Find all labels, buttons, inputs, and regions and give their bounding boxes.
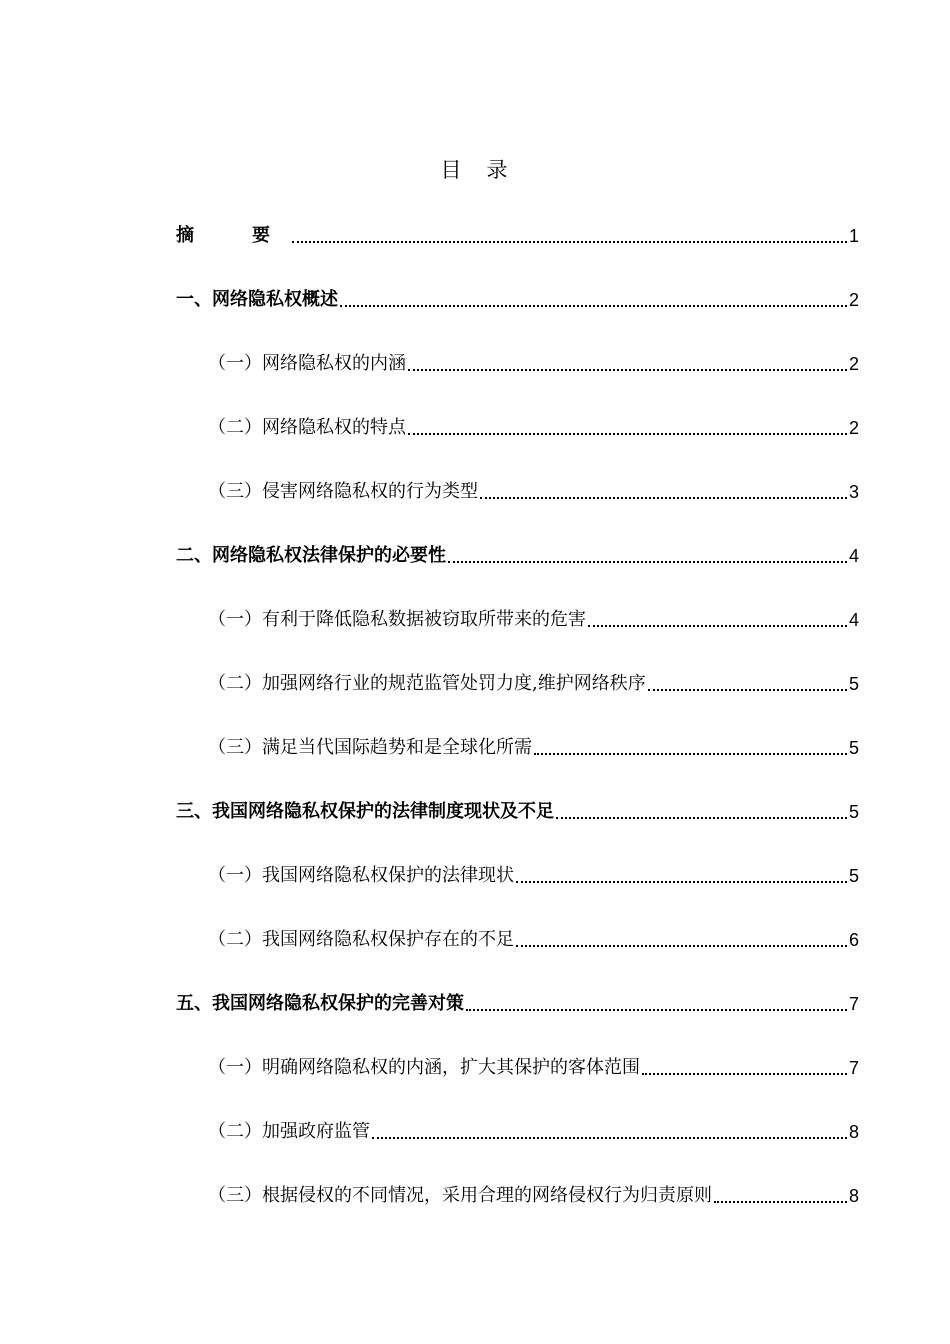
toc-entry-label: 二、网络隐私权法律保护的必要性	[176, 545, 446, 566]
toc-entry[interactable]	[208, 670, 859, 698]
toc-entry-label: 一、网络隐私权概述	[176, 289, 338, 310]
toc-page-number: 6	[848, 930, 859, 950]
toc-entry[interactable]	[208, 350, 859, 378]
toc-page-number: 4	[848, 546, 859, 566]
toc-dot-leader	[516, 880, 847, 883]
toc-entry[interactable]	[208, 414, 859, 442]
toc-page-number: 8	[848, 1186, 859, 1206]
toc-dot-leader	[534, 752, 847, 755]
toc-entry[interactable]	[176, 990, 859, 1018]
toc-page-number: 5	[848, 866, 859, 886]
toc-page-number: 2	[848, 290, 859, 310]
toc-entry-label: 摘 要	[176, 225, 290, 246]
toc-entry-label: （一）有利于降低隐私数据被窃取所带来的危害	[208, 609, 586, 630]
toc-entry-label: （三）满足当代国际趋势和是全球化所需	[208, 737, 532, 758]
toc-entry-label: （三）根据侵权的不同情况，采用合理的网络侵权行为归责原则	[208, 1185, 712, 1206]
toc-page-number: 4	[848, 610, 859, 630]
toc-entry[interactable]	[176, 222, 859, 250]
toc-entry[interactable]	[208, 862, 859, 890]
toc-entry-label: 三、我国网络隐私权保护的法律制度现状及不足	[176, 801, 554, 822]
toc-entry[interactable]	[208, 1118, 859, 1146]
toc-entry[interactable]	[208, 1182, 859, 1210]
toc-dot-leader	[588, 624, 847, 627]
toc-page-number: 2	[848, 354, 859, 374]
toc-page-number: 8	[848, 1122, 859, 1142]
toc-dot-leader	[480, 496, 847, 499]
toc-entry[interactable]	[176, 286, 859, 314]
toc-dot-leader	[408, 432, 847, 435]
toc-page-number: 7	[848, 994, 859, 1014]
toc-dot-leader	[714, 1200, 847, 1203]
toc-page-number: 2	[848, 418, 859, 438]
toc-entry-label: （二）我国网络隐私权保护存在的不足	[208, 929, 514, 950]
toc-page-number: 3	[848, 482, 859, 502]
toc-entry[interactable]	[176, 798, 859, 826]
toc-dot-leader	[516, 944, 847, 947]
toc-dot-leader	[642, 1072, 847, 1075]
toc-entry-label: 五、我国网络隐私权保护的完善对策	[176, 993, 464, 1014]
toc-page-number: 5	[848, 674, 859, 694]
toc-dot-leader	[648, 688, 847, 691]
toc-page-number: 7	[848, 1058, 859, 1078]
toc-dot-leader	[408, 368, 847, 371]
toc-page-number: 5	[848, 738, 859, 758]
toc-entry[interactable]	[208, 606, 859, 634]
toc-entry[interactable]	[176, 542, 859, 570]
toc-dot-leader	[556, 816, 847, 819]
toc-entry-label: （一）明确网络隐私权的内涵，扩大其保护的客体范围	[208, 1057, 640, 1078]
toc-entry-label: （二）加强政府监管	[208, 1121, 370, 1142]
toc-entry-label: （一）我国网络隐私权保护的法律现状	[208, 865, 514, 886]
toc-entry[interactable]	[208, 1054, 859, 1082]
toc-page-number: 1	[848, 226, 859, 246]
toc-page-number: 5	[848, 802, 859, 822]
toc-title: 目 录	[440, 158, 510, 182]
toc-entry-label: （二）加强网络行业的规范监管处罚力度,维护网络秩序	[208, 673, 646, 694]
toc-entry-label: （三）侵害网络隐私权的行为类型	[208, 481, 478, 502]
toc-entry-label: （一）网络隐私权的内涵	[208, 353, 406, 374]
toc-dot-leader	[340, 304, 847, 307]
toc-dot-leader	[372, 1136, 847, 1139]
toc-entry-label: （二）网络隐私权的特点	[208, 417, 406, 438]
toc-entry[interactable]	[208, 734, 859, 762]
toc-entry[interactable]	[208, 926, 859, 954]
toc-entry[interactable]	[208, 478, 859, 506]
toc-dot-leader	[466, 1008, 847, 1011]
toc-dot-leader	[448, 560, 847, 563]
toc-dot-leader	[292, 240, 847, 243]
